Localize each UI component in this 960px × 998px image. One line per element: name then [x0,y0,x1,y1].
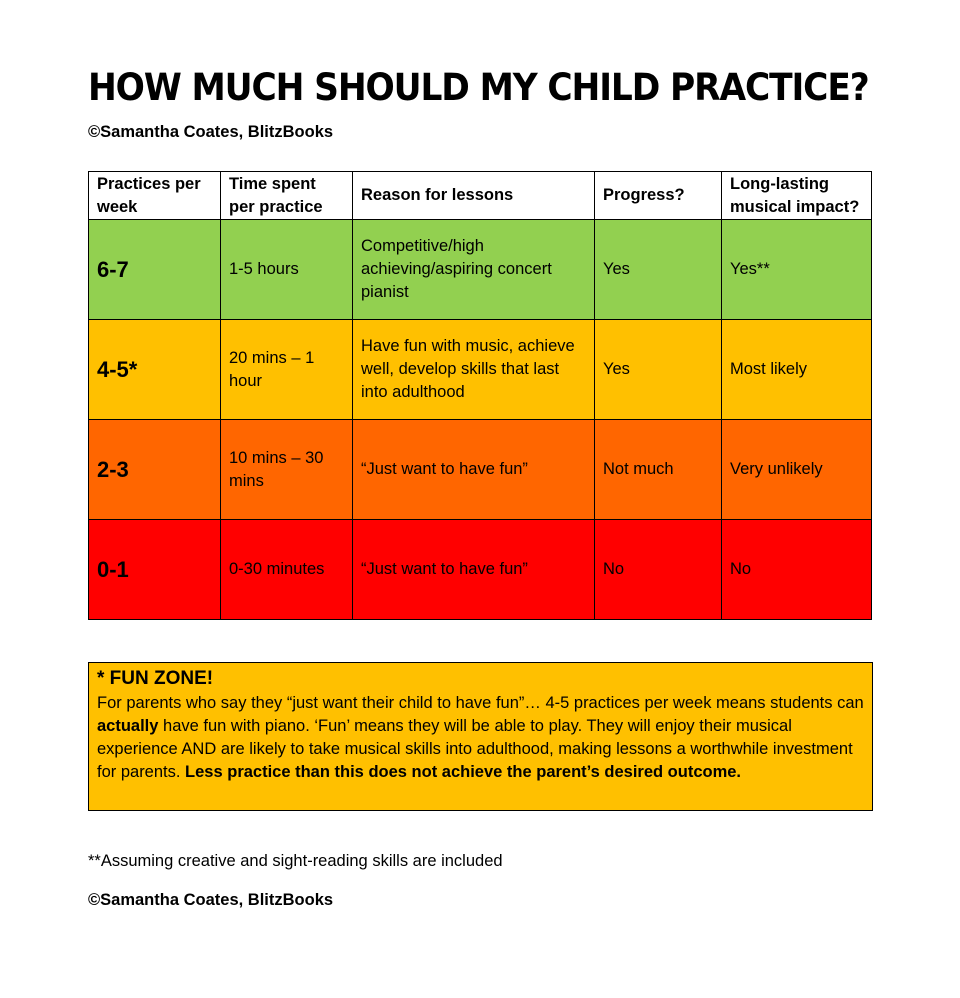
time-cell: 1-5 hours [221,220,353,320]
fun-zone-title: * FUN ZONE! [97,668,214,689]
table-row [89,420,872,520]
header-progress: Progress? [595,172,722,220]
header-impact: Long-lasting musical impact? [722,172,872,220]
time-cell: 20 mins – 1 hour [221,320,353,420]
fun-zone-bold-actually: actually [97,717,159,735]
table-row [89,320,872,420]
fun-zone-bold-conclusion: Less practice than this does not achieve the parent’s desired outcome. [185,763,742,781]
header-reason: Reason for lessons [353,172,595,220]
impact-cell: Very unlikely [722,420,872,520]
fun-zone-text [97,692,864,784]
impact-cell: No [722,520,872,620]
table-row [89,220,872,320]
page-title: HOW MUCH SHOULD MY CHILD PRACTICE? [88,66,869,109]
practices-cell: 0-1 [89,520,221,620]
table-row [89,520,872,620]
footnote: **Assuming creative and sight-reading skills are included [88,852,503,870]
reason-cell: “Just want to have fun” [353,520,595,620]
fun-zone-box [88,662,873,811]
reason-cell: “Just want to have fun” [353,420,595,520]
fun-zone-text-1: For parents who say they “just want their child to have fun”… 4-5 practices per week means students can [97,694,864,712]
practices-cell: 2-3 [89,420,221,520]
impact-cell: Yes** [722,220,872,320]
progress-cell: Not much [595,420,722,520]
time-cell: 10 mins – 30 mins [221,420,353,520]
progress-cell: No [595,520,722,620]
practice-table [88,171,872,620]
copyright-top: ©Samantha Coates, BlitzBooks [88,123,334,141]
table-header-row [89,172,872,220]
fun-zone-text-2: have fun with piano. ‘Fun’ means they will be able to play. They will enjoy their musical experience AND are likely to take musical skills into adulthood, making lessons a worthwhile investment for parents. [97,717,853,781]
header-time-spent: Time spent per practice [221,172,353,220]
practices-cell: 4-5* [89,320,221,420]
progress-cell: Yes [595,220,722,320]
reason-cell: Have fun with music, achieve well, develop skills that last into adulthood [353,320,595,420]
header-practices-per-week: Practices per week [89,172,221,220]
copyright-bottom: ©Samantha Coates, BlitzBooks [88,891,334,909]
reason-cell: Competitive/high achieving/aspiring concert pianist [353,220,595,320]
progress-cell: Yes [595,320,722,420]
time-cell: 0-30 minutes [221,520,353,620]
impact-cell: Most likely [722,320,872,420]
practices-cell: 6-7 [89,220,221,320]
